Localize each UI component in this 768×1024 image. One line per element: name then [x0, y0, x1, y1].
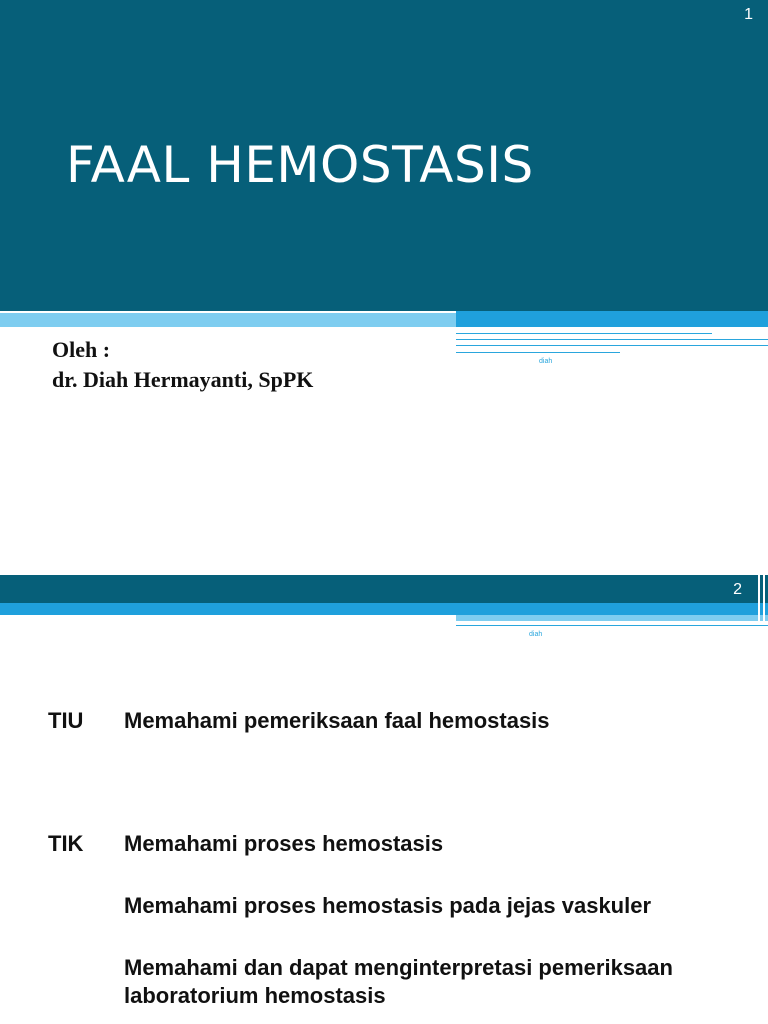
decor-thin-line	[456, 352, 620, 353]
objective-label: TIU	[48, 708, 84, 733]
author-name: dr. Diah Hermayanti, SpPK	[52, 367, 314, 392]
slide-2	[0, 575, 768, 1024]
slide-number: 1	[744, 6, 753, 23]
slide-number: 2	[733, 581, 742, 598]
author-block	[52, 335, 313, 395]
objective-item: Memahami pemeriksaan faal hemostasis	[124, 708, 550, 733]
decor-thin-line	[456, 333, 712, 334]
decor-thin-line	[456, 345, 768, 346]
footer-tag: diah	[529, 631, 543, 638]
footer-tag: diah	[539, 358, 553, 365]
decor-stripe-bright	[0, 603, 768, 615]
decor-vertical-bars	[756, 575, 768, 625]
objective-item: Memahami proses hemostasis pada jejas vaskuler	[124, 893, 652, 918]
slide-title: FAAL HEMOSTASIS	[66, 136, 534, 194]
objective-item: Memahami dan dapat menginterpretasi pemeriksaan laboratorium hemostasis	[124, 955, 673, 1008]
objective-label: TIK	[48, 831, 84, 856]
title-header-band	[0, 0, 768, 311]
author-label: Oleh :	[52, 337, 111, 362]
decor-stripe-light-short	[0, 320, 456, 327]
slide-header-band	[0, 575, 768, 603]
objective-item: Memahami proses hemostasis	[124, 831, 444, 856]
decor-stripe-light	[456, 615, 768, 621]
decor-thin-line	[456, 339, 768, 340]
decor-thin-line	[456, 625, 768, 626]
decor-stripe-bright	[456, 311, 768, 327]
